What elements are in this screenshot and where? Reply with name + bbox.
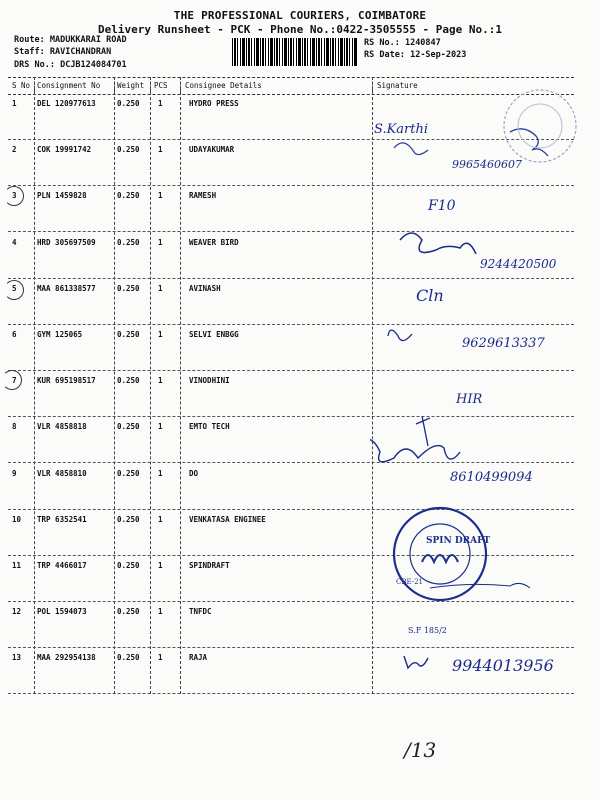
cell-consignment: MAA 861338577 xyxy=(37,283,96,293)
signature-9-phone: 8610499094 xyxy=(450,470,533,485)
cell-consignee: SPINDRAFT xyxy=(189,561,230,570)
signature-4-scribble xyxy=(400,233,476,254)
cell-sno: 7 xyxy=(12,376,17,386)
cell-consignee: VENKATASA ENGINEE xyxy=(189,514,266,524)
signature-13-phone: 9944013956 xyxy=(452,656,554,675)
cell-consignee: SELVI ENBGG xyxy=(189,330,239,339)
rs-no-label: RS No.: xyxy=(364,38,400,48)
cell-sno: 5 xyxy=(12,283,17,293)
cell-consignee: AVINASH xyxy=(189,283,221,293)
col-weight: Weight xyxy=(117,81,145,90)
signature-7: HIR xyxy=(456,392,483,407)
cell-sno: 2 xyxy=(12,145,17,155)
cell-consignment: MAA 292954138 xyxy=(37,653,96,663)
cell-weight: 0.250 xyxy=(117,330,140,339)
margin-circle-mark xyxy=(4,186,24,206)
rs-date-value: 12-Sep-2023 xyxy=(410,50,467,60)
drs-line xyxy=(14,60,127,70)
cell-pcs: 1 xyxy=(158,561,163,570)
cell-consignment: PLN 1459828 xyxy=(37,191,87,201)
signature-2-scribble xyxy=(394,143,428,155)
cell-pcs: 1 xyxy=(158,237,163,247)
col-divider xyxy=(34,77,35,694)
cell-consignee: EMTO TECH xyxy=(189,422,230,432)
route-value: MADUKKARAI ROAD xyxy=(49,35,127,45)
cell-sno: 10 xyxy=(12,514,22,524)
cell-consignee: RAMESH xyxy=(189,191,217,201)
route-line xyxy=(14,35,127,45)
signature-2-phone: 9965460607 xyxy=(452,158,522,171)
cell-pcs: 1 xyxy=(158,514,163,524)
signature-8-mark xyxy=(416,416,430,446)
cell-weight: 0.250 xyxy=(117,376,140,386)
col-divider xyxy=(180,77,181,694)
cell-consignee: UDAYAKUMAR xyxy=(189,145,235,155)
cell-pcs: 1 xyxy=(158,283,163,293)
cell-pcs: 1 xyxy=(158,191,163,201)
cell-pcs: 1 xyxy=(158,468,163,478)
cell-consignment: TRP 4466017 xyxy=(37,561,87,570)
cell-sno: 11 xyxy=(12,561,22,570)
cell-consignment: POL 1594073 xyxy=(37,607,87,617)
cell-consignment: VLR 4858810 xyxy=(37,468,87,478)
cell-consignment: GYM 125065 xyxy=(37,330,83,339)
stamp-address: S.F 185/2 xyxy=(408,626,447,635)
cell-consignee: DO xyxy=(189,468,199,478)
drs-value: DCJB124084701 xyxy=(60,60,127,70)
rs-no-value: 1240847 xyxy=(404,38,441,48)
cell-pcs: 1 xyxy=(158,653,163,663)
barcode-image xyxy=(232,38,357,66)
cell-consignee: HYDRO PRESS xyxy=(189,99,239,108)
col-signature: Signature xyxy=(377,81,418,90)
rs-date-line xyxy=(364,50,466,60)
cell-sno: 13 xyxy=(12,653,22,663)
cell-weight: 0.250 xyxy=(117,468,140,478)
cell-weight: 0.250 xyxy=(117,653,140,663)
cell-sno: 8 xyxy=(12,422,17,432)
cell-consignee: WEAVER BIRD xyxy=(189,237,239,247)
cell-sno: 12 xyxy=(12,607,22,617)
stamp-sub: CBE-21 xyxy=(396,578,424,586)
staff-label: Staff: xyxy=(14,47,45,57)
cell-pcs: 1 xyxy=(158,607,163,617)
drs-label: DRS No.: xyxy=(14,60,55,70)
margin-circle-mark xyxy=(4,280,24,300)
cell-consignee: RAJA xyxy=(189,653,208,663)
cell-consignment: HRD 305697509 xyxy=(37,237,96,247)
stamp-text: SPIN DRAFT xyxy=(426,536,491,546)
company-name: THE PROFESSIONAL COURIERS, COIMBATORE xyxy=(173,9,427,22)
cell-weight: 0.250 xyxy=(117,145,140,155)
cell-weight: 0.250 xyxy=(117,422,140,432)
cell-pcs: 1 xyxy=(158,422,163,432)
col-consignee: Consignee Details xyxy=(185,81,262,90)
cell-sno: 3 xyxy=(12,191,17,201)
cell-consignment: DEL 120977613 xyxy=(37,99,96,108)
cell-consignee: VINODHINI xyxy=(189,376,230,386)
signature-5: Cln xyxy=(416,286,444,305)
route-label: Route: xyxy=(14,35,45,45)
cell-consignee: TNFDC xyxy=(189,607,212,617)
rs-date-label: RS Date: xyxy=(364,50,405,60)
cell-consignment: KUR 695198517 xyxy=(37,376,96,386)
cell-consignment: COK 19991742 xyxy=(37,145,92,155)
signature-6-scribble xyxy=(388,330,412,341)
cell-weight: 0.250 xyxy=(117,561,140,570)
cell-weight: 0.250 xyxy=(117,607,140,617)
cell-pcs: 1 xyxy=(158,330,163,339)
cell-weight: 0.250 xyxy=(117,283,140,293)
col-divider xyxy=(150,77,151,694)
cell-pcs: 1 xyxy=(158,145,163,155)
cell-pcs: 1 xyxy=(158,99,163,108)
cell-consignment: TRP 6352541 xyxy=(37,514,87,524)
signature-13-scribble xyxy=(404,656,428,668)
signature-8-scribble xyxy=(370,439,460,462)
signature-6-phone: 9629613337 xyxy=(462,336,545,351)
cell-weight: 0.250 xyxy=(117,191,140,201)
page-count-mark: /13 xyxy=(404,738,437,762)
staff-value: RAVICHANDRAN xyxy=(49,47,112,57)
cell-pcs: 1 xyxy=(158,376,163,386)
faint-stamp xyxy=(498,84,582,168)
cell-weight: 0.250 xyxy=(117,99,140,108)
col-divider xyxy=(114,77,115,694)
cell-weight: 0.250 xyxy=(117,237,140,247)
signature-4-phone: 9244420500 xyxy=(480,257,557,271)
cell-sno: 1 xyxy=(12,99,17,108)
cell-sno: 4 xyxy=(12,237,17,247)
cell-sno: 6 xyxy=(12,330,17,339)
runsheet-title: Delivery Runsheet - PCK - Phone No.:0422-3505555 - Page No.:1 xyxy=(98,23,502,36)
rs-no-line xyxy=(364,38,441,48)
margin-circle-mark xyxy=(2,370,22,390)
col-pcs: PCS xyxy=(154,81,168,90)
cell-sno: 9 xyxy=(12,468,17,478)
cell-weight: 0.250 xyxy=(117,514,140,524)
signature-1: S.Karthi xyxy=(374,122,429,137)
col-sno: S No xyxy=(12,81,31,90)
staff-line xyxy=(14,47,111,57)
signature-3: F10 xyxy=(428,198,456,214)
cell-consignment: VLR 4858818 xyxy=(37,422,87,432)
company-stamp xyxy=(388,492,508,612)
col-consignment: Consignment No xyxy=(37,81,101,90)
